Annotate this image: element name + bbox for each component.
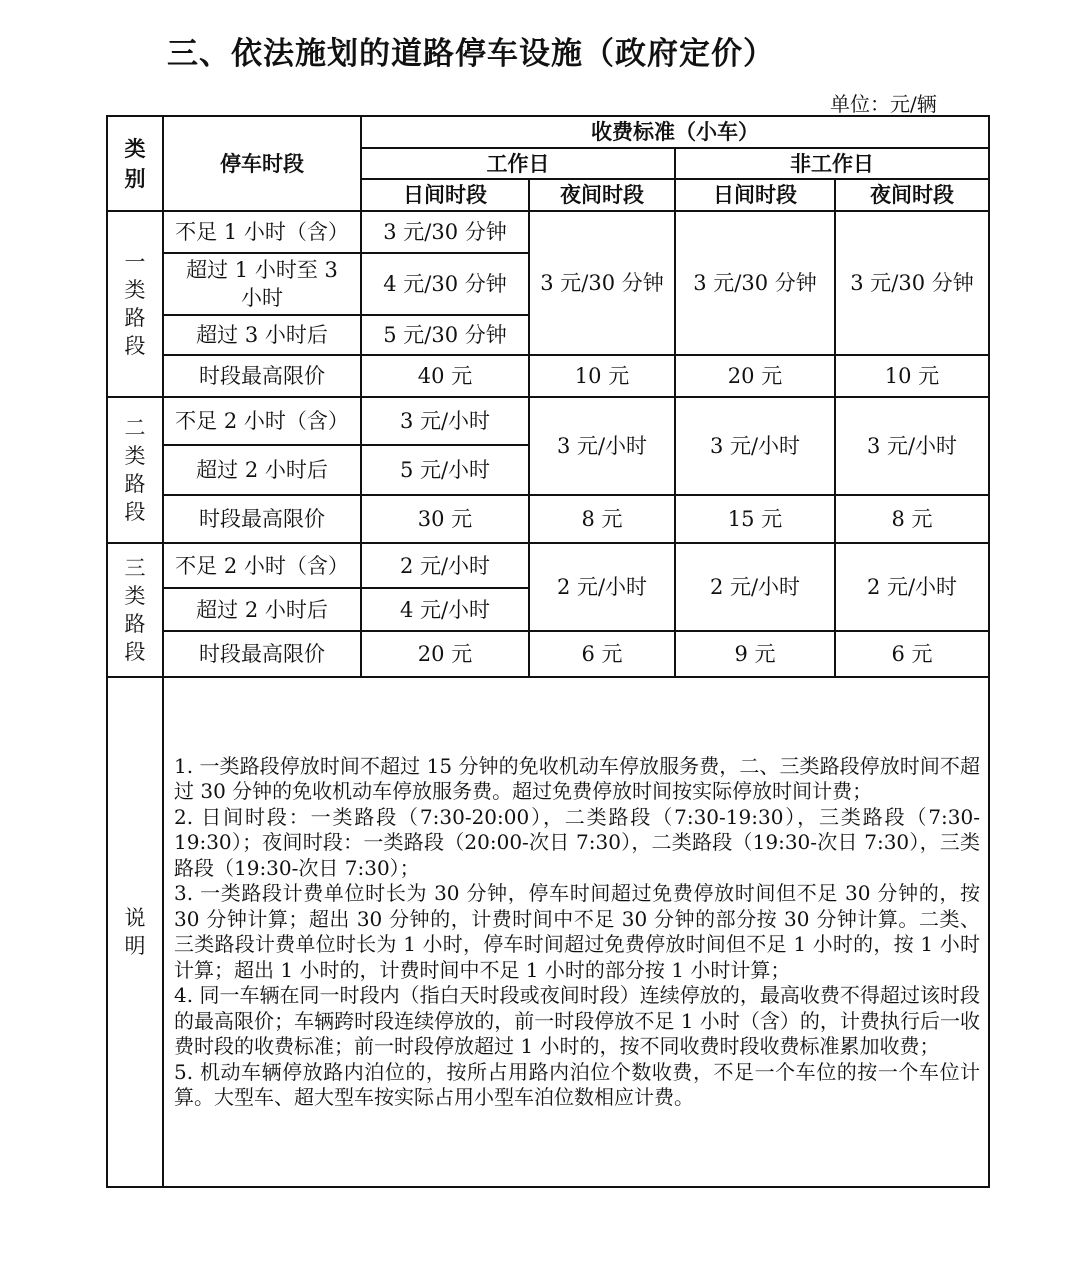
- header-category: [107, 116, 163, 211]
- note-item: 1. 一类路段停放时间不超过 15 分钟的免收机动车停放服务费，二、三类路段停放时间不超过 30 分钟的免收机动车停放服务费。超过免费停放时间按实际停放时间计费；: [174, 753, 980, 803]
- nonworkday-night-cell: 3 元/30 分钟: [835, 211, 989, 355]
- workday-night-cell: 2 元/小时: [529, 543, 675, 631]
- cap-label: 时段最高限价: [163, 495, 361, 543]
- workday-day-cell: 3 元/30 分钟: [361, 211, 529, 253]
- cap-workday-day: 30 元: [361, 495, 529, 543]
- category-text: 三类路段: [124, 556, 146, 664]
- cap-nonworkday-day: 15 元: [675, 495, 835, 543]
- workday-night-cell: 3 元/30 分钟: [529, 211, 675, 355]
- notes-label: [107, 677, 163, 1187]
- cap-nonworkday-day: 9 元: [675, 631, 835, 677]
- note-item: 3. 一类路段计费单位时长为 30 分钟，停车时间超过免费停放时间但不足 30 分钟的，按 30 分钟计算；超出 30 分钟的，计费时间中不足 30 分钟的部分按 30 分钟计算。二类、三类路段计费单位时长为 1 小时，停车时间超过免费停放时间但不足 1 小时的，按 1 小时计算；超出 1 小时的，计费时间中不足 1 小时的部分按 1 小时计算；: [174, 881, 980, 982]
- workday-day-cell: 4 元/30 分钟: [361, 253, 529, 315]
- cap-label: 时段最高限价: [163, 631, 361, 677]
- table-row: [107, 543, 989, 588]
- notes-label-text: 说明: [124, 906, 146, 958]
- cap-workday-day: 40 元: [361, 355, 529, 397]
- period-cell: 超过 2 小时后: [163, 588, 361, 631]
- notes-cell: [163, 677, 989, 1187]
- cap-workday-night: 8 元: [529, 495, 675, 543]
- cap-workday-night: 6 元: [529, 631, 675, 677]
- workday-day-cell: 3 元/小时: [361, 397, 529, 445]
- notes-row: [107, 677, 989, 1187]
- workday-day-cell: 2 元/小时: [361, 543, 529, 588]
- cap-workday-day: 20 元: [361, 631, 529, 677]
- nonworkday-day-cell: 2 元/小时: [675, 543, 835, 631]
- workday-day-cell: 5 元/30 分钟: [361, 315, 529, 355]
- header-category-text: 类别: [124, 136, 146, 191]
- header-workday-night: 夜间时段: [529, 179, 675, 211]
- workday-day-cell: 5 元/小时: [361, 445, 529, 495]
- header-nonworkday: 非工作日: [675, 148, 989, 179]
- period-cell: [163, 253, 361, 315]
- cap-nonworkday-day: 20 元: [675, 355, 835, 397]
- period-cell: 不足 1 小时（含）: [163, 211, 361, 253]
- category-text: 二类路段: [124, 416, 146, 524]
- cap-nonworkday-night: 10 元: [835, 355, 989, 397]
- cap-row: [107, 355, 989, 397]
- note-item: 2. 日间时段：一类路段（7:30-20:00），二类路段（7:30-19:30），三类路段（7:30-19:30）；夜间时段：一类路段（20:00-次日 7:30），二类路段（19:30-次日 7:30），三类路段（19:30-次日 7:30）；: [174, 804, 980, 880]
- cap-workday-night: 10 元: [529, 355, 675, 397]
- header-workday-day: 日间时段: [361, 179, 529, 211]
- nonworkday-day-cell: 3 元/小时: [675, 397, 835, 495]
- category-label: [107, 211, 163, 397]
- cap-nonworkday-night: 8 元: [835, 495, 989, 543]
- cap-row: [107, 631, 989, 677]
- header-nonworkday-night: 夜间时段: [835, 179, 989, 211]
- workday-night-cell: 3 元/小时: [529, 397, 675, 495]
- category-label: [107, 397, 163, 543]
- note-item: 4. 同一车辆在同一时段内（指白天时段或夜间时段）连续停放的，最高收费不得超过该时段的最高限价；车辆跨时段连续停放的，前一时段停放不足 1 小时（含）的，计费执行后一收费时段的收费标准；前一时段停放超过 1 小时的，按不同收费时段收费标准累加收费；: [174, 983, 980, 1058]
- period-cell: 超过 3 小时后: [163, 315, 361, 355]
- period-cell: 不足 2 小时（含）: [163, 543, 361, 588]
- table-row: [107, 397, 989, 445]
- page-title: 三、依法施划的道路停车设施（政府定价）: [167, 36, 775, 72]
- period-text: 超过 1 小时至 3 小时: [186, 258, 338, 310]
- header-workday: 工作日: [361, 148, 675, 179]
- period-cell: 不足 2 小时（含）: [163, 397, 361, 445]
- period-cell: 超过 2 小时后: [163, 445, 361, 495]
- fee-table: [106, 115, 990, 1188]
- nonworkday-night-cell: 2 元/小时: [835, 543, 989, 631]
- table-row: [107, 211, 989, 253]
- header-nonworkday-day: 日间时段: [675, 179, 835, 211]
- category-text: 一类路段: [124, 250, 146, 358]
- cap-label: 时段最高限价: [163, 355, 361, 397]
- nonworkday-day-cell: 3 元/30 分钟: [675, 211, 835, 355]
- category-label: [107, 543, 163, 677]
- header-standard: 收费标准（小车）: [361, 116, 989, 148]
- cap-nonworkday-night: 6 元: [835, 631, 989, 677]
- workday-day-cell: 4 元/小时: [361, 588, 529, 631]
- header-period: 停车时段: [163, 116, 361, 211]
- nonworkday-night-cell: 3 元/小时: [835, 397, 989, 495]
- unit-label: 单位：元/辆: [830, 92, 937, 116]
- note-item: 5. 机动车辆停放路内泊位的，按所占用路内泊位个数收费，不足一个车位的按一个车位计算。大型车、超大型车按实际占用小型车泊位数相应计费。: [174, 1059, 980, 1109]
- cap-row: [107, 495, 989, 543]
